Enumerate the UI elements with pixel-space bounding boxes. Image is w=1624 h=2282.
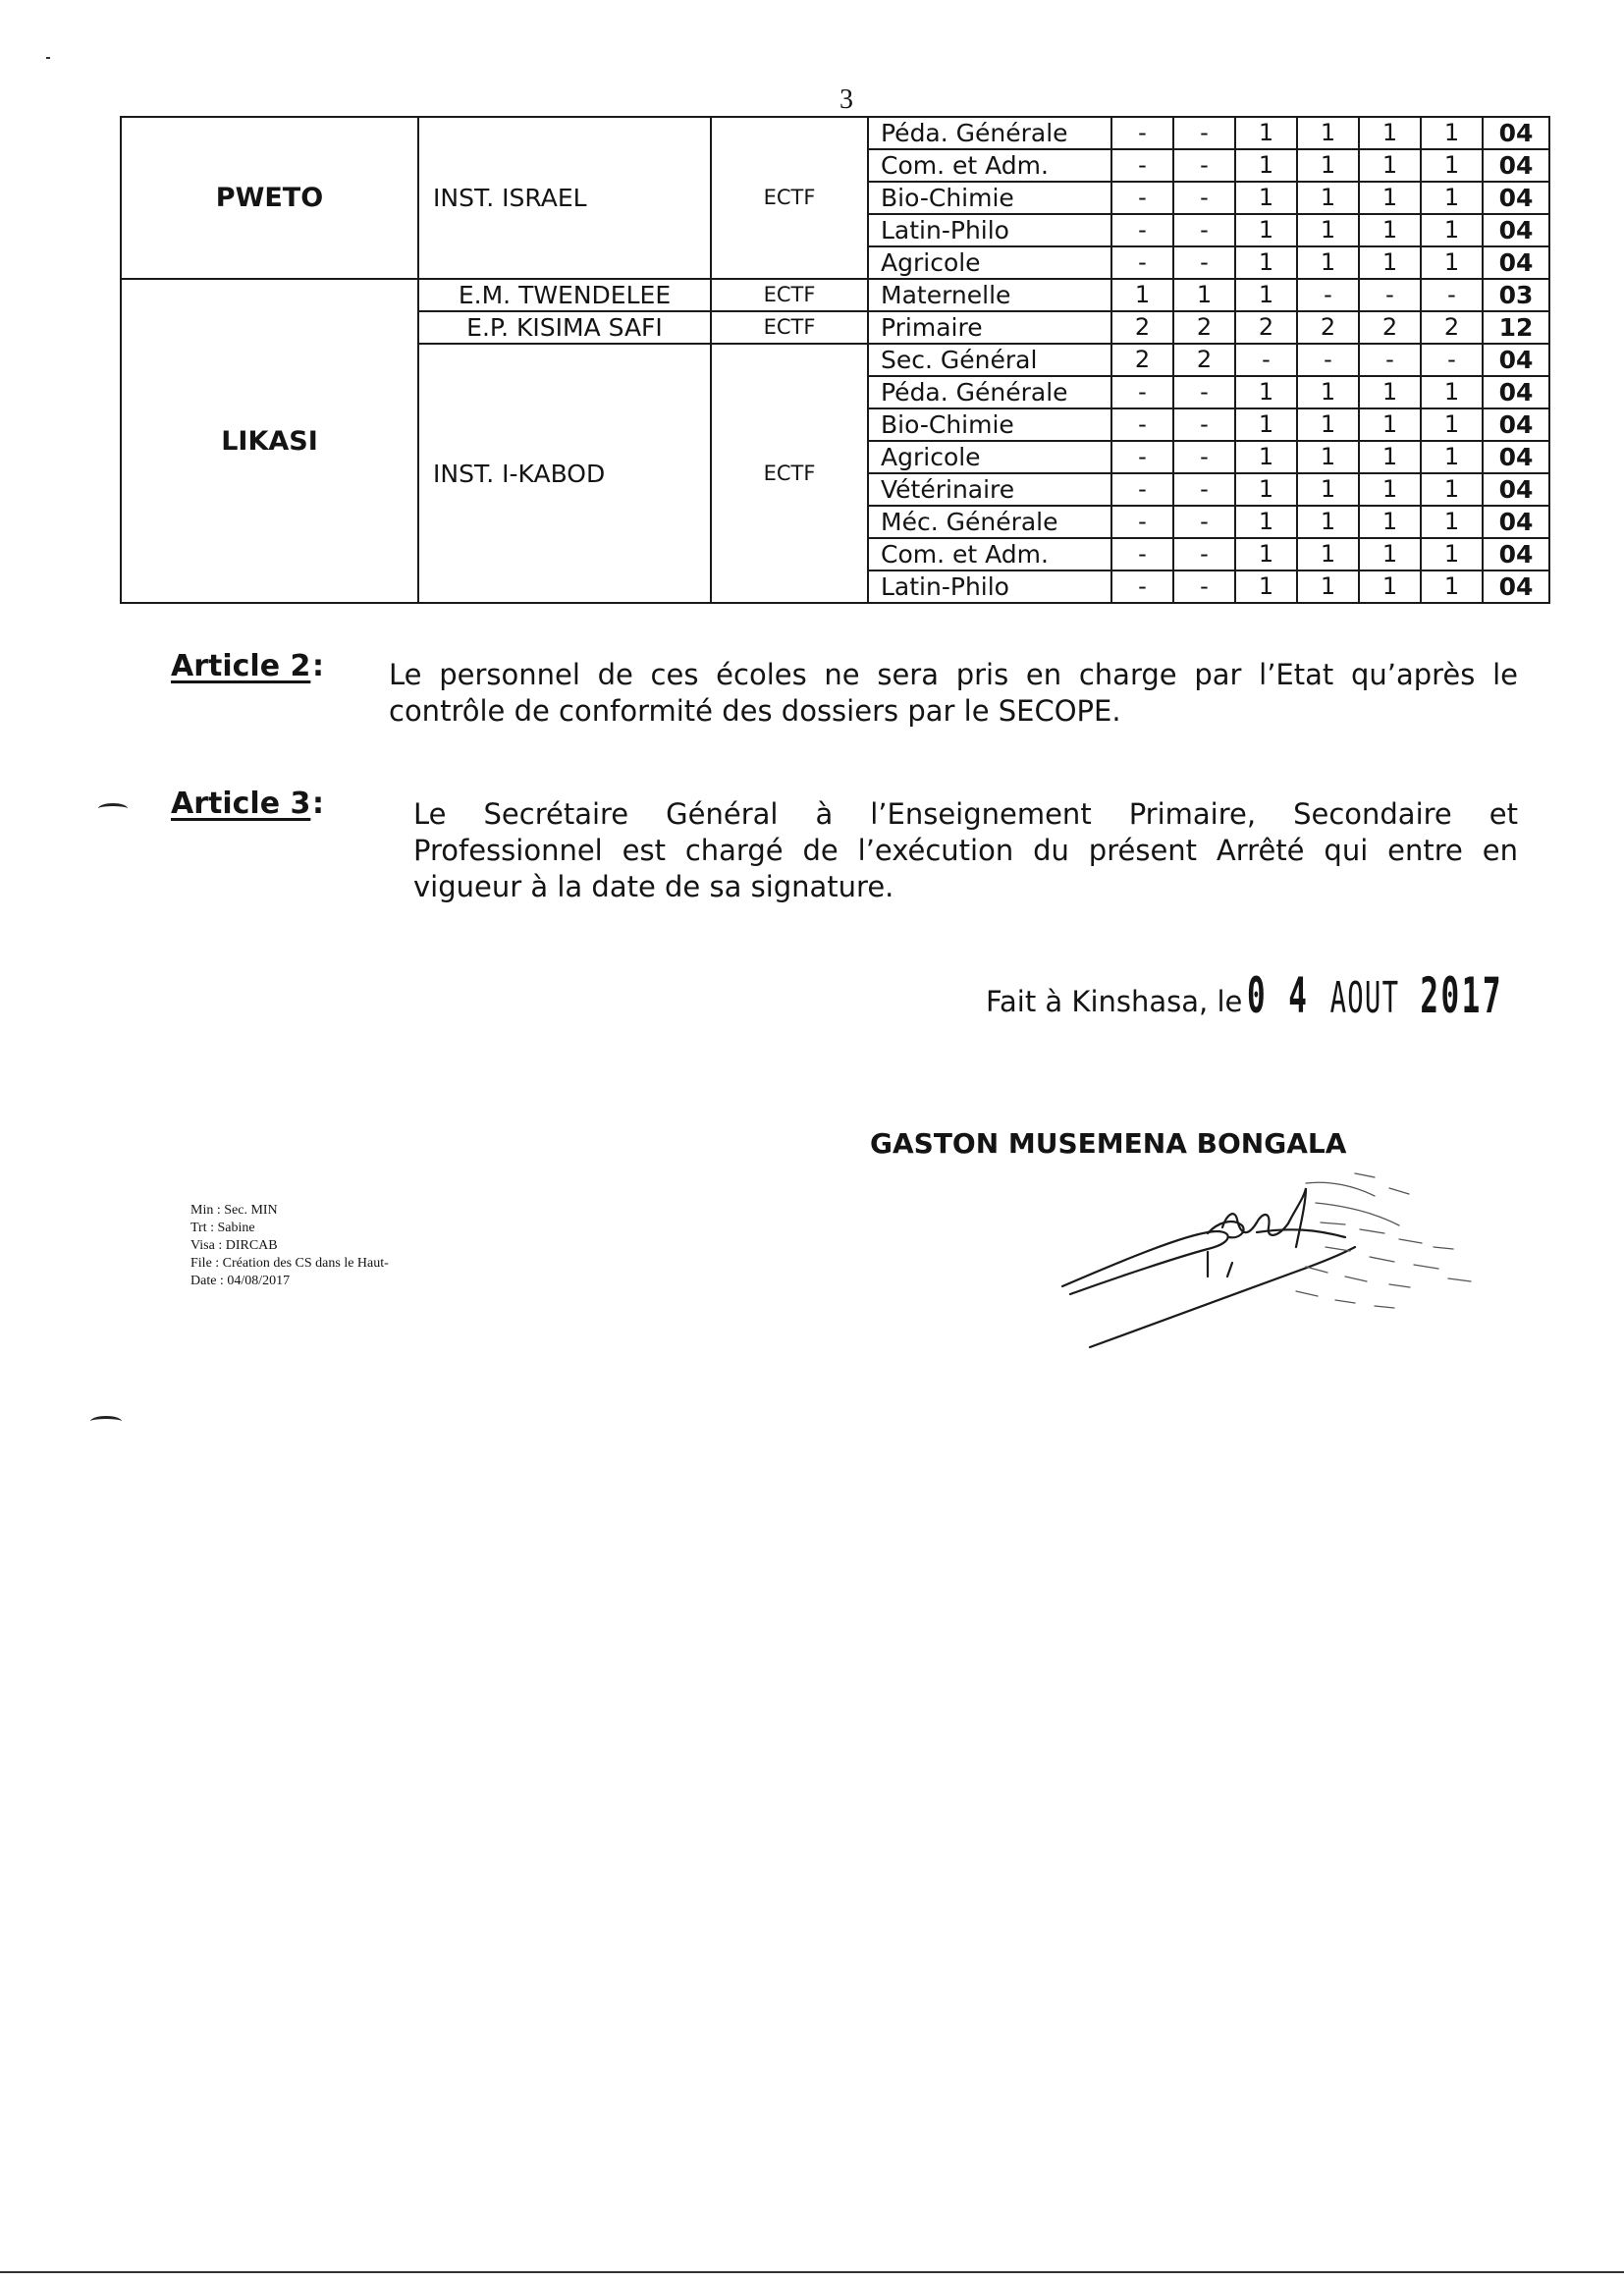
class-count-cell: 1: [1359, 441, 1421, 473]
class-count-cell: -: [1173, 149, 1235, 182]
class-count-cell: 1: [1297, 538, 1359, 570]
class-count-cell: 1: [1359, 149, 1421, 182]
regime-cell: ECTF: [711, 117, 868, 279]
class-count-cell: 1: [1297, 408, 1359, 441]
total-cell: 04: [1483, 149, 1549, 182]
class-count-cell: 1: [1359, 246, 1421, 279]
class-count-cell: -: [1173, 376, 1235, 408]
class-count-cell: 1: [1359, 538, 1421, 570]
class-count-cell: -: [1111, 214, 1173, 246]
class-count-cell: 1: [1297, 246, 1359, 279]
class-count-cell: -: [1111, 473, 1173, 506]
document-metadata: [190, 1202, 389, 1290]
class-count-cell: 1: [1297, 473, 1359, 506]
class-count-cell: -: [1173, 117, 1235, 149]
date-stamp: [1247, 967, 1503, 1024]
class-count-cell: 1: [1297, 506, 1359, 538]
school-cell: INST. I-KABOD: [418, 344, 711, 603]
class-count-cell: 1: [1421, 182, 1483, 214]
page-number: 3: [839, 84, 853, 115]
meta-line: Min : Sec. MIN: [190, 1203, 278, 1218]
class-count-cell: 1: [1421, 246, 1483, 279]
regime-cell: ECTF: [711, 279, 868, 311]
city-cell: PWETO: [121, 117, 418, 279]
class-count-cell: -: [1359, 344, 1421, 376]
class-count-cell: -: [1111, 408, 1173, 441]
class-count-cell: -: [1173, 182, 1235, 214]
school-cell: INST. ISRAEL: [418, 117, 711, 279]
class-count-cell: -: [1173, 441, 1235, 473]
option-cell: Vétérinaire: [868, 473, 1111, 506]
class-count-cell: 1: [1235, 279, 1297, 311]
class-count-cell: 1: [1421, 408, 1483, 441]
class-count-cell: 1: [1173, 279, 1235, 311]
margin-mark: [98, 803, 128, 814]
class-count-cell: -: [1111, 570, 1173, 603]
stamp-year: 2017: [1420, 967, 1503, 1024]
class-count-cell: 1: [1235, 182, 1297, 214]
article2-colon: :: [312, 649, 324, 683]
class-count-cell: 1: [1359, 570, 1421, 603]
class-count-cell: -: [1359, 279, 1421, 311]
option-cell: Com. et Adm.: [868, 538, 1111, 570]
total-cell: 04: [1483, 408, 1549, 441]
class-count-cell: -: [1111, 441, 1173, 473]
class-count-cell: -: [1173, 570, 1235, 603]
school-cell: E.P. KISIMA SAFI: [418, 311, 711, 344]
class-count-cell: 2: [1111, 344, 1173, 376]
class-count-cell: 1: [1421, 149, 1483, 182]
option-cell: Bio-Chimie: [868, 408, 1111, 441]
class-count-cell: -: [1111, 149, 1173, 182]
class-count-cell: -: [1173, 473, 1235, 506]
class-count-cell: -: [1297, 344, 1359, 376]
class-count-cell: -: [1111, 182, 1173, 214]
class-count-cell: 1: [1235, 473, 1297, 506]
total-cell: 04: [1483, 246, 1549, 279]
article3-text: Le Secrétaire Général à l’Enseignement Primaire, Secondaire et Professionnel est chargé de l’exécution du présent Arrêté qui entre en vigueur à la date de sa signature.: [413, 797, 1518, 903]
table-body: [121, 117, 1549, 603]
class-count-cell: 1: [1297, 214, 1359, 246]
meta-line: Trt : Sabine: [190, 1221, 255, 1235]
class-count-cell: -: [1111, 246, 1173, 279]
margin-mark: [90, 1416, 122, 1427]
option-cell: Agricole: [868, 246, 1111, 279]
total-cell: 04: [1483, 506, 1549, 538]
class-count-cell: -: [1111, 538, 1173, 570]
place-and-date-label: Fait à Kinshasa, le: [986, 985, 1243, 1018]
option-cell: Méc. Générale: [868, 506, 1111, 538]
class-count-cell: 1: [1359, 408, 1421, 441]
meta-line: Date : 04/08/2017: [190, 1274, 291, 1288]
article2-text: Le personnel de ces écoles ne sera pris en charge par l’Etat qu’après le contrôle de conformité des dossiers par le SECOPE.: [389, 658, 1518, 728]
class-count-cell: 1: [1359, 214, 1421, 246]
table-row: [121, 279, 1549, 311]
class-count-cell: 1: [1235, 441, 1297, 473]
class-count-cell: 1: [1359, 117, 1421, 149]
class-count-cell: -: [1111, 506, 1173, 538]
class-count-cell: -: [1235, 344, 1297, 376]
article3-label: Article 3: [171, 787, 311, 821]
class-count-cell: -: [1173, 214, 1235, 246]
school-allocation-table: [120, 116, 1550, 604]
total-cell: 04: [1483, 214, 1549, 246]
option-cell: Péda. Générale: [868, 117, 1111, 149]
class-count-cell: 1: [1421, 538, 1483, 570]
class-count-cell: 1: [1421, 117, 1483, 149]
class-count-cell: 1: [1359, 376, 1421, 408]
total-cell: 04: [1483, 376, 1549, 408]
class-count-cell: 2: [1173, 311, 1235, 344]
total-cell: 04: [1483, 538, 1549, 570]
total-cell: 04: [1483, 117, 1549, 149]
option-cell: Bio-Chimie: [868, 182, 1111, 214]
stamp-day: 0 4: [1247, 967, 1310, 1024]
class-count-cell: 2: [1359, 311, 1421, 344]
class-count-cell: 1: [1235, 570, 1297, 603]
class-count-cell: 1: [1235, 214, 1297, 246]
class-count-cell: 1: [1297, 570, 1359, 603]
class-count-cell: 1: [1421, 506, 1483, 538]
class-count-cell: 1: [1421, 441, 1483, 473]
option-cell: Agricole: [868, 441, 1111, 473]
bottom-rule: [0, 2271, 1624, 2273]
class-count-cell: 2: [1173, 344, 1235, 376]
total-cell: 04: [1483, 182, 1549, 214]
class-count-cell: 2: [1297, 311, 1359, 344]
class-count-cell: -: [1111, 117, 1173, 149]
handwritten-signature-icon: [1060, 1168, 1483, 1365]
meta-line: File : Création des CS dans le Haut-: [190, 1256, 389, 1271]
signer-name: GASTON MUSEMENA BONGALA: [870, 1127, 1347, 1160]
class-count-cell: -: [1111, 376, 1173, 408]
total-cell: 04: [1483, 344, 1549, 376]
class-count-cell: 1: [1297, 376, 1359, 408]
option-cell: Maternelle: [868, 279, 1111, 311]
class-count-cell: 2: [1421, 311, 1483, 344]
class-count-cell: 1: [1235, 376, 1297, 408]
option-cell: Péda. Générale: [868, 376, 1111, 408]
class-count-cell: 1: [1359, 506, 1421, 538]
article2-label: Article 2: [171, 649, 311, 683]
total-cell: 12: [1483, 311, 1549, 344]
class-count-cell: 1: [1297, 182, 1359, 214]
class-count-cell: 1: [1421, 473, 1483, 506]
class-count-cell: 1: [1111, 279, 1173, 311]
class-count-cell: 1: [1235, 506, 1297, 538]
class-count-cell: 1: [1235, 246, 1297, 279]
city-cell: LIKASI: [121, 279, 418, 603]
class-count-cell: -: [1297, 279, 1359, 311]
class-count-cell: 2: [1111, 311, 1173, 344]
school-cell: E.M. TWENDELEE: [418, 279, 711, 311]
regime-cell: ECTF: [711, 311, 868, 344]
regime-cell: ECTF: [711, 344, 868, 603]
class-count-cell: -: [1173, 246, 1235, 279]
class-count-cell: 1: [1235, 538, 1297, 570]
class-count-cell: 1: [1421, 570, 1483, 603]
class-count-cell: 1: [1297, 441, 1359, 473]
scan-speck: [46, 57, 50, 59]
class-count-cell: 1: [1235, 117, 1297, 149]
total-cell: 03: [1483, 279, 1549, 311]
class-count-cell: -: [1173, 538, 1235, 570]
class-count-cell: -: [1421, 279, 1483, 311]
class-count-cell: 1: [1297, 149, 1359, 182]
stamp-month: AOUT: [1329, 973, 1400, 1023]
option-cell: Primaire: [868, 311, 1111, 344]
table-row: [121, 117, 1549, 149]
total-cell: 04: [1483, 473, 1549, 506]
class-count-cell: -: [1173, 408, 1235, 441]
class-count-cell: 1: [1297, 117, 1359, 149]
class-count-cell: 1: [1359, 473, 1421, 506]
class-count-cell: 1: [1421, 376, 1483, 408]
class-count-cell: -: [1421, 344, 1483, 376]
total-cell: 04: [1483, 441, 1549, 473]
article3-colon: :: [312, 787, 324, 821]
class-count-cell: -: [1173, 506, 1235, 538]
option-cell: Latin-Philo: [868, 214, 1111, 246]
class-count-cell: 1: [1235, 149, 1297, 182]
option-cell: Sec. Général: [868, 344, 1111, 376]
class-count-cell: 2: [1235, 311, 1297, 344]
option-cell: Com. et Adm.: [868, 149, 1111, 182]
option-cell: Latin-Philo: [868, 570, 1111, 603]
class-count-cell: 1: [1421, 214, 1483, 246]
total-cell: 04: [1483, 570, 1549, 603]
class-count-cell: 1: [1359, 182, 1421, 214]
meta-line: Visa : DIRCAB: [190, 1238, 278, 1253]
class-count-cell: 1: [1235, 408, 1297, 441]
